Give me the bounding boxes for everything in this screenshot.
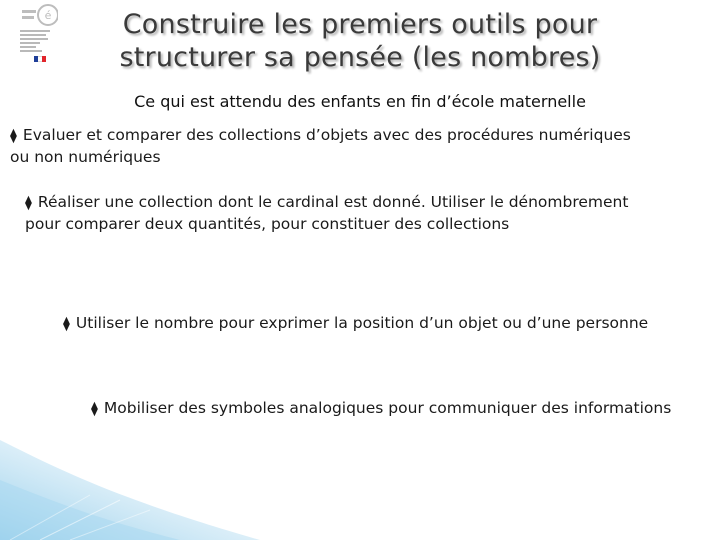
list-item-text: Utiliser le nombre pour exprimer la position d’un objet ou d’une personne — [75, 314, 649, 332]
diamond-bullet-icon: ⧫ — [25, 195, 32, 211]
title-line-2: structurer sa pensée (les nombres) — [119, 42, 601, 73]
corner-decoration — [0, 400, 260, 540]
list-item — [63, 313, 703, 335]
list-item-text: Mobiliser des symboles analogiques pour communiquer des informations — [103, 399, 672, 417]
svg-text:é: é — [44, 9, 52, 22]
academie-logo-icon — [20, 4, 58, 26]
diamond-bullet-icon: ⧫ — [91, 401, 98, 417]
diamond-bullet-icon: ⧫ — [10, 128, 17, 144]
logo-caption-lines — [20, 30, 50, 56]
french-flag-icon — [34, 56, 46, 62]
list-item — [10, 125, 650, 168]
page-title — [64, 8, 656, 74]
diamond-bullet-icon: ⧫ — [63, 316, 70, 332]
academie-logo — [14, 4, 60, 62]
title-line-1: Construire les premiers outils pour — [122, 9, 598, 40]
page-subtitle: Ce qui est attendu des enfants en fin d’école maternelle — [134, 92, 586, 111]
list-item — [25, 192, 665, 235]
list-item-text: Réaliser une collection dont le cardinal est donné. Utiliser le dénombrement pour comparer deux quantités, pour constituer des collections — [25, 193, 629, 233]
list-item-text: Evaluer et comparer des collections d’objets avec des procédures numériques ou non numériques — [10, 126, 631, 166]
